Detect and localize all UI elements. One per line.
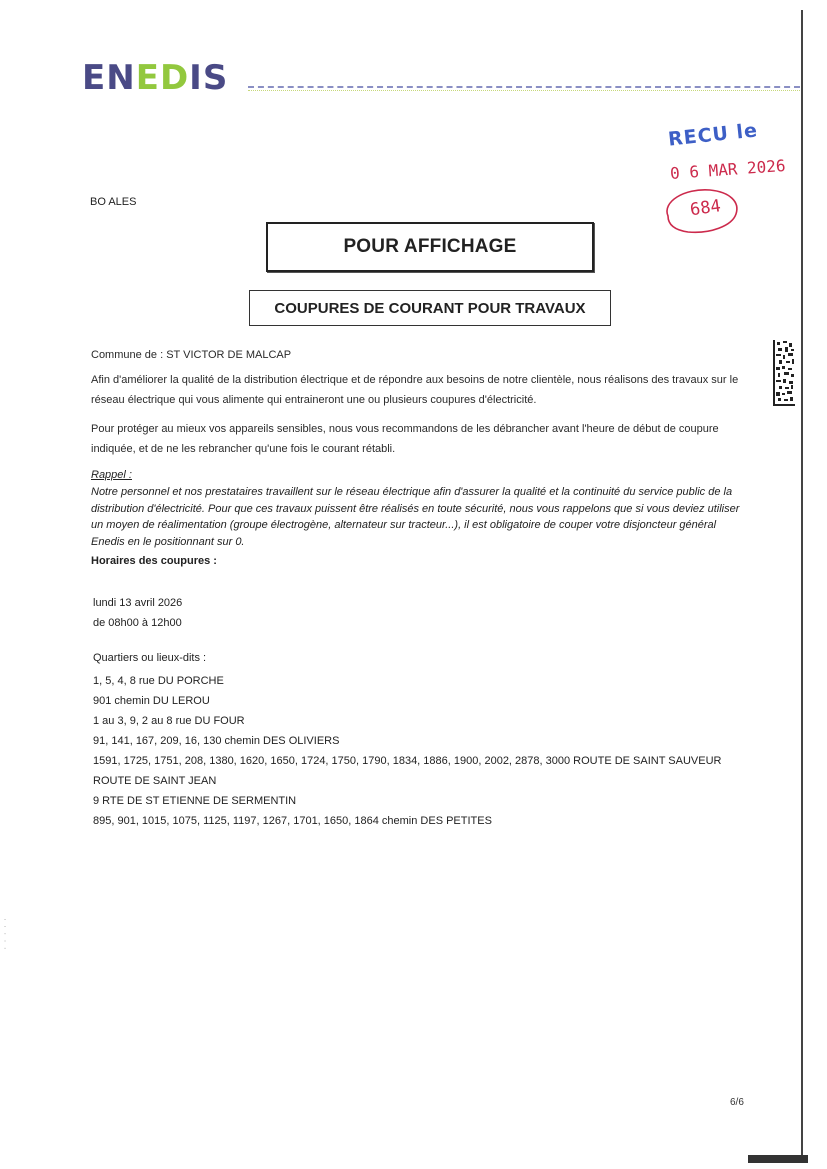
list-item: 895, 901, 1015, 1075, 1125, 1197, 1267, 1701, 1650, 1864 chemin DES PETITES <box>93 815 492 827</box>
received-stamp-label: RECU le <box>667 119 759 151</box>
list-item: ROUTE DE SAINT JEAN <box>93 775 217 787</box>
sub-title-box <box>249 290 611 326</box>
datamatrix-code <box>773 340 795 406</box>
received-stamp-date: 0 6 MAR 2026 <box>669 155 787 184</box>
header-divider <box>248 86 800 88</box>
received-stamp-number: 684 <box>688 196 723 221</box>
quartiers-title: Quartiers ou lieux-dits : <box>93 652 207 664</box>
logo-text: ENEDIS <box>82 58 229 98</box>
list-item: 901 chemin DU LEROU <box>93 695 210 707</box>
main-title-box <box>266 222 594 272</box>
schedule-date: lundi 13 avril 2026 <box>93 597 183 609</box>
list-item: 91, 141, 167, 209, 16, 130 chemin DES OLIVIERS <box>93 735 340 747</box>
main-title: POUR AFFICHAGE <box>343 236 517 257</box>
sender-label: BO ALES <box>90 196 137 208</box>
enedis-logo <box>82 58 228 98</box>
list-item: 9 RTE DE ST ETIENNE DE SERMENTIN <box>93 795 297 807</box>
commune-line: Commune de : ST VICTOR DE MALCAP <box>91 349 292 361</box>
list-item: 1, 5, 4, 8 rue DU PORCHE <box>93 675 224 687</box>
scan-edge <box>801 10 803 1160</box>
rappel-title: Rappel : <box>91 469 132 481</box>
list-item: 1591, 1725, 1751, 208, 1380, 1620, 1650, 1724, 1750, 1790, 1834, 1886, 1900, 2002, 2878, 3000 ROUTE DE SAINT SAUVEUR <box>93 755 722 767</box>
schedule-block <box>93 593 182 633</box>
page-number: 6/6 <box>730 1097 744 1108</box>
quartiers-list <box>93 671 721 831</box>
horaires-title: Horaires des coupures : <box>91 555 217 567</box>
intro-paragraph-2: Pour protéger au mieux vos appareils sensibles, nous vous recommandons de les débrancher avant l'heure de début de coupure indiquée, et de ne les rebrancher qu'une fois le courant rétabli. <box>91 423 719 455</box>
list-item: 1 au 3, 9, 2 au 8 rue DU FOUR <box>93 715 245 727</box>
scan-edge-bottom <box>748 1155 808 1163</box>
sub-title: COUPURES DE COURANT POUR TRAVAUX <box>274 299 586 317</box>
header-divider-accent <box>248 90 800 91</box>
schedule-time: de 08h00 à 12h00 <box>93 617 182 629</box>
intro-paragraph-1: Afin d'améliorer la qualité de la distribution électrique et de répondre aux besoins de notre clientèle, nous réalisons des travaux sur le réseau électrique qui vous alimente qui entraineront une ou plusieurs coupures d'électricité. <box>91 374 739 406</box>
scan-margin-marks: · · · · · <box>2 917 9 950</box>
received-stamp-circle <box>660 172 742 238</box>
rappel-text: Notre personnel et nos prestataires travaillent sur le réseau électrique afin d'assurer la qualité et la continuité du service public de la distribution d'électricité. Pour que ces travaux puissent être réalisés en toute sécurité, nous vous rappelons que si vous deviez utiliser un moyen de réalimentation (groupe électrogène, alternateur sur tracteur...), il est obligatoire de couper votre disjoncteur général Enedis en le positionnant sur 0. <box>91 486 740 548</box>
